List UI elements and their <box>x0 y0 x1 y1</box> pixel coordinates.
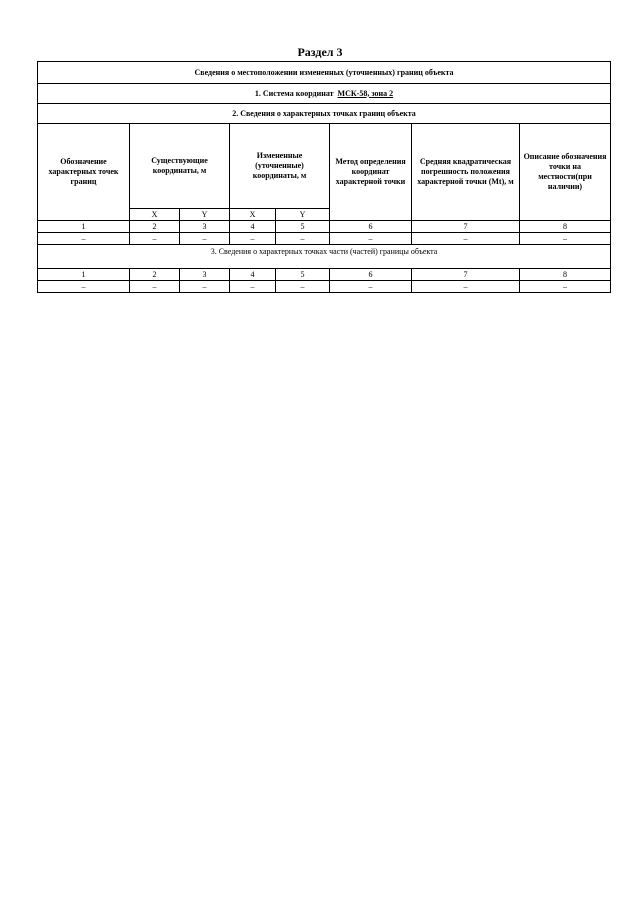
data-cell: – <box>520 281 611 293</box>
data-cell: – <box>38 281 130 293</box>
coord-system-label: 1. Система координат <box>254 88 334 98</box>
data-cell: – <box>520 233 611 245</box>
data-cell: – <box>180 233 230 245</box>
points-heading: 2. Сведения о характерных точках границ объекта <box>38 104 611 124</box>
column-number: 5 <box>276 221 330 233</box>
header-existing-y: Y <box>180 209 230 221</box>
data-cell: – <box>412 233 520 245</box>
data-cell: – <box>130 233 180 245</box>
header-changed-y: Y <box>276 209 330 221</box>
part-column-numbers-row <box>38 269 611 281</box>
coord-system-row <box>38 84 611 104</box>
data-cell: – <box>412 281 520 293</box>
header-designation: Обозначение характерных точек границ <box>38 124 130 221</box>
column-number: 1 <box>38 221 130 233</box>
header-existing-coords: Существующие координаты, м <box>130 124 230 209</box>
header-changed-x: X <box>230 209 276 221</box>
column-number: 8 <box>520 221 611 233</box>
table-row <box>38 233 611 245</box>
data-cell: – <box>276 233 330 245</box>
data-cell: – <box>230 233 276 245</box>
column-number: 2 <box>130 269 180 281</box>
column-number: 1 <box>38 269 130 281</box>
column-number: 4 <box>230 269 276 281</box>
part-heading: 3. Сведения о характерных точках части (частей) границы объекта <box>38 245 611 269</box>
data-cell: – <box>276 281 330 293</box>
data-cell: – <box>330 281 412 293</box>
column-number: 3 <box>180 269 230 281</box>
data-cell: – <box>38 233 130 245</box>
column-number: 5 <box>276 269 330 281</box>
boundary-table <box>37 61 611 293</box>
header-description: Описание обозначения точки на местности(при наличии) <box>520 124 611 221</box>
header-method: Метод определения координат характерной точки <box>330 124 412 221</box>
column-number: 6 <box>330 269 412 281</box>
column-number: 7 <box>412 221 520 233</box>
column-number: 2 <box>130 221 180 233</box>
data-cell: – <box>330 233 412 245</box>
column-number: 8 <box>520 269 611 281</box>
data-cell: – <box>180 281 230 293</box>
coord-system-value: МСК-58, зона 2 <box>337 88 394 98</box>
data-cell: – <box>130 281 180 293</box>
column-number: 3 <box>180 221 230 233</box>
data-cell: – <box>230 281 276 293</box>
column-number: 4 <box>230 221 276 233</box>
column-number: 6 <box>330 221 412 233</box>
column-number: 7 <box>412 269 520 281</box>
header-changed-coords: Измененные (уточненные) координаты, м <box>230 124 330 209</box>
header-accuracy: Средняя квадратическая погрешность положения характерной точки (Mt), м <box>412 124 520 221</box>
table-title: Сведения о местоположении измененных (уточненных) границ объекта <box>38 62 611 84</box>
table-row <box>38 281 611 293</box>
section-title: Раздел 3 <box>297 45 343 59</box>
header-existing-x: X <box>130 209 180 221</box>
column-numbers-row <box>38 221 611 233</box>
